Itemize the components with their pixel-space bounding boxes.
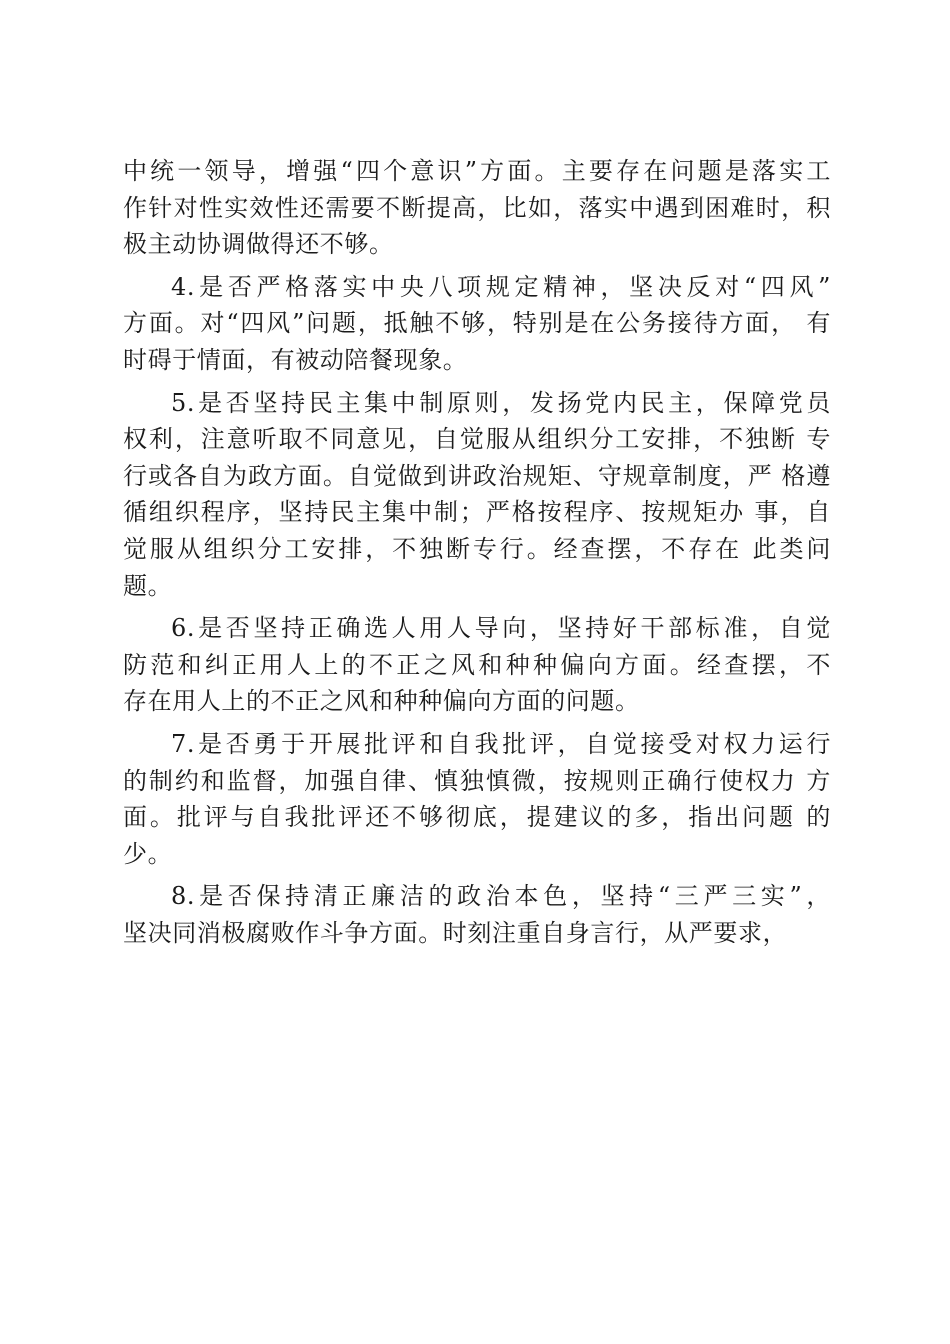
paragraph-item-8 (123, 878, 831, 951)
paragraph-item-7 (123, 726, 831, 872)
paragraph-item-5 (123, 385, 831, 605)
text-line: 6.是否坚持正确选人用人导向，坚持好干部标准，自觉 (171, 614, 831, 643)
paragraph-3-continuation (123, 153, 831, 263)
text-line: 面。批评与自我批评还不够彻底，提建议的多，指出问题 的 (123, 803, 831, 832)
text-line: 存在用人上的不正之风和种种偏向方面的问题。 (123, 687, 640, 716)
text-line: 防范和纠正用人上的不正之风和种种偏向方面。经查摆，不 (123, 650, 831, 679)
text-line: 的制约和监督，加强自律、慎独慎微，按规则正确行使权力 方 (123, 766, 831, 795)
text-line: 行或各自为政方面。自觉做到讲政治规矩、守规章制度，严 格遵 (123, 461, 831, 490)
text-line: 7.是否勇于开展批评和自我批评，自觉接受对权力运行 (171, 729, 831, 758)
paragraph-item-6 (123, 610, 831, 720)
text-line: 8.是否保持清正廉洁的政治本色，坚持“三严三实”， (171, 882, 831, 911)
text-line: 少。 (123, 839, 173, 868)
document-body (123, 153, 831, 951)
text-line: 坚决同消极腐败作斗争方面。时刻注重自身言行，从严要求， (123, 918, 788, 947)
text-line: 权利，注意听取不同意见，自觉服从组织分工安排，不独断 专 (123, 425, 831, 454)
text-line: 题。 (123, 571, 173, 600)
text-line: 5.是否坚持民主集中制原则，发扬党内民主，保障党员 (171, 388, 831, 417)
text-line: 方面。对“四风”问题，抵触不够，特别是在公务接待方面， 有 (123, 309, 831, 338)
text-line: 时碍于情面，有被动陪餐现象。 (123, 345, 468, 374)
paragraph-item-4 (123, 269, 831, 379)
text-line: 觉服从组织分工安排，不独断专行。经查摆，不存在 此类问 (123, 534, 831, 563)
text-line: 循组织程序，坚持民主集中制；严格按程序、按规矩办 事，自 (123, 498, 831, 527)
text-line: 作针对性实效性还需要不断提高，比如，落实中遇到困难时，积 (123, 193, 831, 222)
text-line: 4.是否严格落实中央八项规定精神，坚决反对“四风” (171, 272, 831, 301)
text-line: 极主动协调做得还不够。 (123, 230, 394, 259)
text-line: 中统一领导，增强“四个意识”方面。主要存在问题是落实工 (123, 157, 831, 185)
